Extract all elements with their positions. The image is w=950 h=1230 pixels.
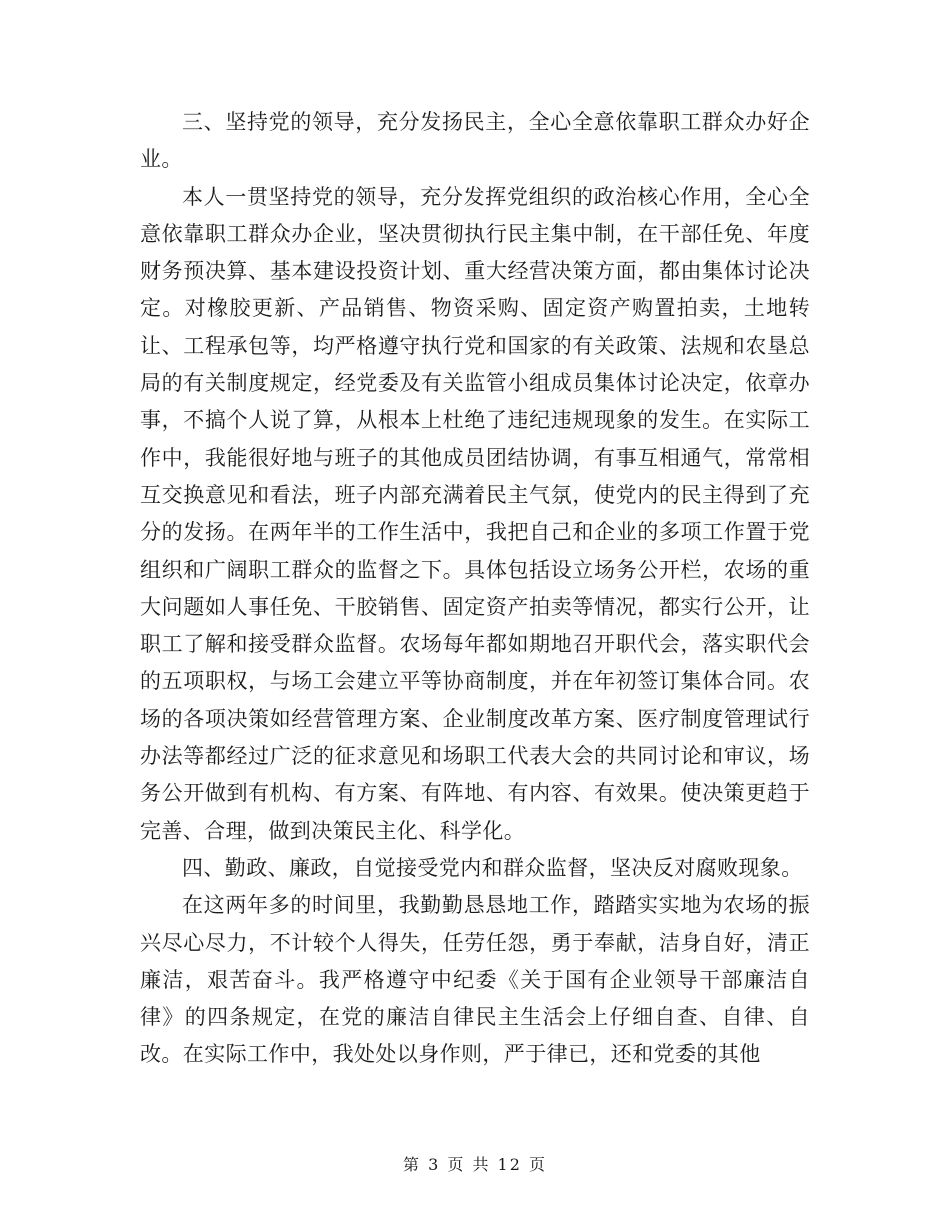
body-paragraph: 本人一贯坚持党的领导，充分发挥党组织的政治核心作用，全心全意依靠职工群众办企业，坚决贯彻执行民主集中制，在干部任免、年度财务预决算、基本建设投资计划、重大经营决策方面，都由集体讨论决定。对橡胶更新、产品销售、物资采购、固定资产购置拍卖，土地转让、工程承包等，均严格遵守执行党和国家的有关政策、法规和农垦总局的有关制度规定，经党委及有关监管小组成员集体讨论决定，依章办事，不搞个人说了算，从根本上杜绝了违纪违规现象的发生。在实际工作中，我能很好地与班子的其他成员团结协调，有事互相通气，常常相互交换意见和看法，班子内部充满着民主气氛，使党内的民主得到了充分的发扬。在两年半的工作生活中，我把自己和企业的多项工作置于党组织和广阔职工群众的监督之下。具体包括设立场务公开栏，农场的重大问题如人事任免、干胶销售、固定资产拍卖等情况，都实行公开，让职工了解和接受群众监督。农场每年都如期地召开职代会，落实职代会的五项职权，与场工会建立平等协商制度，并在年初签订集体合同。农场的各项决策如经营管理方案、企业制度改革方案、医疗制度管理试行办法等都经过广泛的征求意见和场职工代表大会的共同讨论和审议，场务公开做到有机构、有方案、有阵地、有内容、有效果。使决策更趋于完善、合理，做到决策民主化、科学化。 [140, 184, 810, 843]
page-number-footer: 第 3 页 共 12 页 [403, 1155, 547, 1174]
document-body [140, 104, 810, 1074]
section-heading-3: 三、坚持党的领导，充分发扬民主，全心全意依靠职工群众办好企业。 [140, 110, 810, 172]
section-heading-4: 四、勤政、廉政，自觉接受党内和群众监督，坚决反对腐败现象。 [182, 855, 803, 880]
body-paragraph: 在这两年多的时间里，我勤勤恳恳地工作，踏踏实实地为农场的振兴尽心尽力，不计较个人得失，任劳任怨，勇于奉献，洁身自好，清正廉洁，艰苦奋斗。我严格遵守中纪委《关于国有企业领导干部廉洁自律》的四条规定，在党的廉洁自律民主生活会上仔细自查、自律、自改。在实际工作中，我处处以身作则，严于律已，还和党委的其他 [140, 893, 810, 1067]
